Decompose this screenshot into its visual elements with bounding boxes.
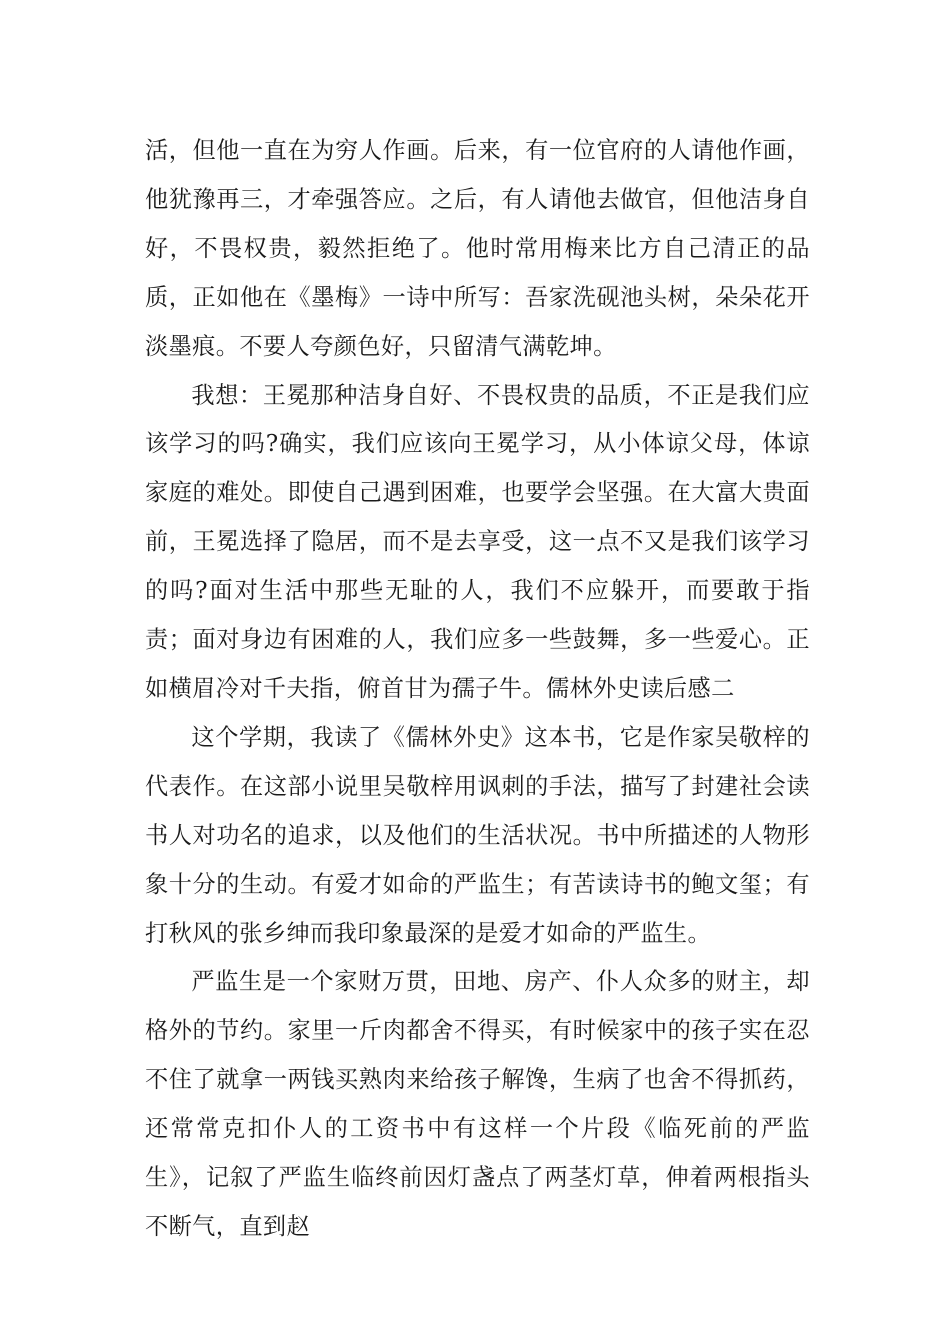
body-text (145, 127, 810, 1252)
paragraph-3: 这个学期，我读了《儒林外史》这本书，它是作家吴敬梓的代表作。在这部小说里吴敬梓用讽刺的手法，描写了封建社会读书人对功名的追求，以及他们的生活状况。书中所描述的人物形象十分的生动。有爱才如命的严监生；有苦读诗书的鲍文玺；有打秋风的张乡绅而我印象最深的是爱才如命的严监生。 (145, 723, 810, 947)
paragraph-1: 活，但他一直在为穷人作画。后来，有一位官府的人请他作画，他犹豫再三，才牵强答应。之后，有人请他去做官，但他洁身自好，不畏权贵，毅然拒绝了。他时常用梅来比方自己清正的品质，正如他在《墨梅》一诗中所写：吾家洗砚池头树，朵朵花开淡墨痕。不要人夸颜色好，只留清气满乾坤。 (145, 137, 810, 360)
paragraph-4: 严监生是一个家财万贯，田地、房产、仆人众多的财主，却格外的节约。家里一斤肉都舍不得买，有时候家中的孩子实在忍不住了就拿一两钱买熟肉来给孩子解馋，生病了也舍不得抓药，还常常克扣仆人的工资书中有这样一个片段《临死前的严监生》，记叙了严监生临终前因灯盏点了两茎灯草，伸着两根指头不断气，直到赵 (145, 968, 810, 1240)
paragraph-2: 我想：王冕那种洁身自好、不畏权贵的品质，不正是我们应该学习的吗?确实，我们应该向王冕学习，从小体谅父母，体谅家庭的难处。即使自己遇到困难，也要学会坚强。在大富大贵面前，王冕选择了隐居，而不是去享受，这一点不又是我们该学习的吗?面对生活中那些无耻的人，我们不应躲开，而要敢于指责；面对身边有困难的人，我们应多一些鼓舞，多一些爱心。正如横眉冷对千夫指，俯首甘为孺子牛。儒林外史读后感二 (145, 381, 810, 702)
